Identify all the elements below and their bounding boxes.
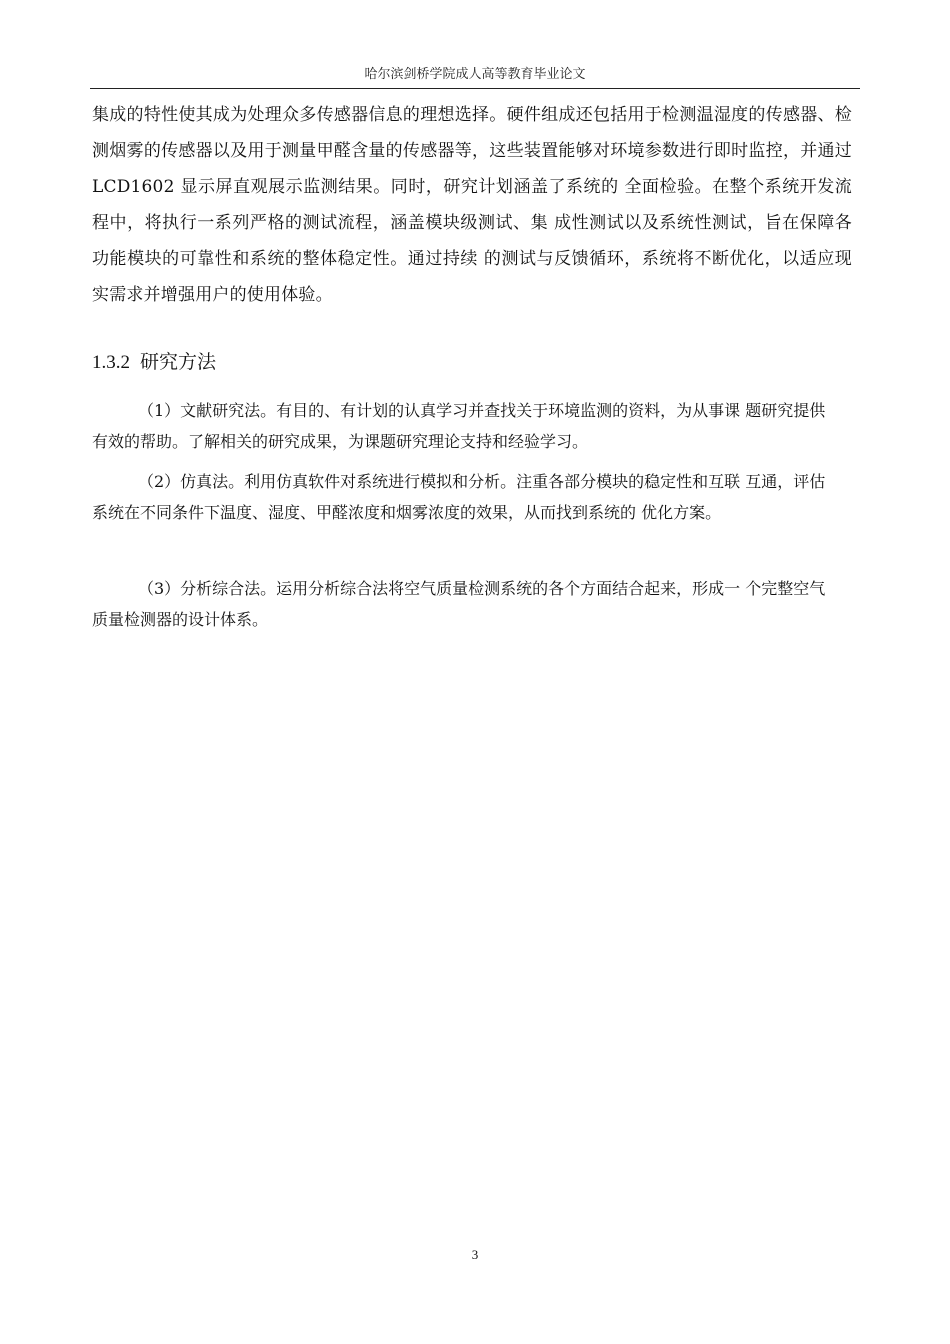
section-title: 研究方法 [140,351,217,373]
method-simulation-paragraph: （2）仿真法。利用仿真软件对系统进行模拟和分析。注重各部分模块的稳定性和互联 互通，评估系统在不同条件下温度、湿度、甲醛浓度和烟雾浓度的效果，从而找到系统的 优化方案。 [92,472,826,522]
header-title: 哈尔滨剑桥学院成人高等教育毕业论文 [364,67,586,82]
page-number: 3 [471,1247,479,1262]
method-synthesis-paragraph: （3）分析综合法。运用分析综合法将空气质量检测系统的各个方面结合起来，形成一 个完整空气质量检测器的设计体系。 [92,579,826,629]
intro-paragraph: 集成的特性使其成为处理众多传感器信息的理想选择。硬件组成还包括用于检测温湿度的传感器、检测烟雾的传感器以及用于测量甲醛含量的传感器等，这些装置能够对环境参数进行即时监控，并通过 LCD1602 显示屏直观展示监测结果。同时，研究计划涵盖了系统的 全面检验。在整个系统开发流程中，将执行一系列严格的测试流程，涵盖模块级测试、集 成性测试以及系统性测试，旨在保障各功能模块的可靠性和系统的整体稳定性。通过持续 的测试与反馈循环，系统将不断优化，以适应现实需求并增强用户的使用体验。 [92,105,852,305]
section-number: 1.3.2 [92,352,130,373]
section-heading [92,348,216,377]
page-header [90,66,860,89]
method-literature-paragraph: （1）文献研究法。有目的、有计划的认真学习并查找关于环境监测的资料，为从事课 题研究提供有效的帮助。了解相关的研究成果，为课题研究理论支持和经验学习。 [92,401,826,451]
